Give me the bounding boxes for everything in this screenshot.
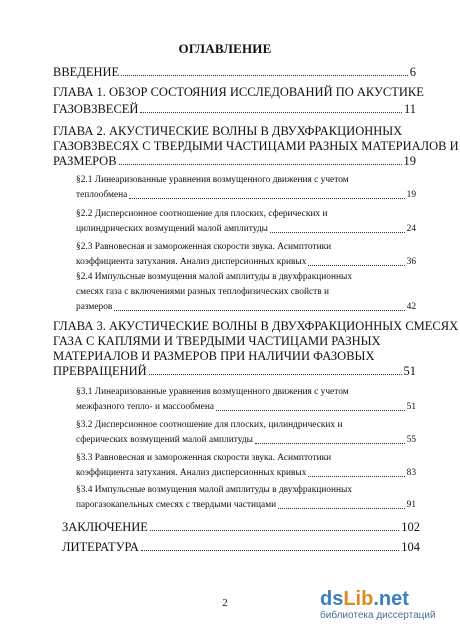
toc-entry-text: ЛИТЕРАТУРА: [62, 540, 139, 554]
toc-entry-text: коэффициента затухания. Анализ дисперсионных кривых: [76, 257, 307, 267]
toc-entry-text: смесях газа с включениями разных теплофизических свойств и: [76, 287, 330, 297]
toc-entry-text: ПРЕВРАЩЕНИЙ: [53, 364, 147, 378]
toc-page-number: 6: [409, 65, 416, 79]
toc-entry-text: §2.3 Равновесная и замороженная скорости звука. Асимптотики: [76, 242, 332, 252]
toc-entry-text: коэффициента затухания. Анализ дисперсионных кривых: [76, 468, 307, 478]
toc-entry-text: §2.1 Линеаризованные уравнения возмущенного движения с учетом: [76, 175, 349, 185]
toc-entry-text: §3.3 Равновесная и замороженная скорости звука. Асимптотики: [76, 453, 332, 463]
watermark-subtitle: библиотека диссертаций: [320, 610, 436, 621]
toc-entry-text: цилиндрических возмущений малой амплитуды: [76, 224, 268, 234]
toc-page-number: 42: [406, 302, 416, 312]
toc-entry-text: ГЛАВА 2. АКУСТИЧЕСКИЕ ВОЛНЫ В ДВУХФРАКЦИОННЫХ: [53, 124, 403, 138]
toc-page-number: 19: [403, 154, 416, 168]
toc-entry-text: теплообмена: [76, 190, 128, 200]
toc-entry-chapter-3[interactable]: [53, 319, 459, 379]
toc-entry-section-2-3[interactable]: [76, 240, 416, 270]
toc-entry-section-3-4[interactable]: [76, 483, 416, 513]
toc-entry-section-2-1[interactable]: [76, 173, 416, 203]
dot-leader: [308, 476, 404, 477]
dot-leader: [114, 310, 404, 311]
toc-page-number: 51: [403, 364, 416, 378]
toc-entry-text: парогазокапельных смесях с твердыми частицами: [76, 500, 277, 510]
toc-entry-section-3-2[interactable]: [76, 418, 416, 448]
toc-entry-section-3-1[interactable]: [76, 385, 416, 415]
dot-leader: [270, 232, 405, 233]
toc-entry-text: межфазного тепло- и массообмена: [76, 402, 215, 412]
toc-entry-text: ГАЗА С КАПЛЯМИ И ТВЕРДЫМИ ЧАСТИЦАМИ РАЗНЫХ: [53, 334, 381, 348]
dot-leader: [141, 550, 399, 551]
toc-entry-section-3-3[interactable]: [76, 451, 416, 481]
page-number: 2: [222, 597, 228, 609]
toc-page-number: 19: [406, 190, 416, 200]
toc-entry-text: §2.4 Импульсные возмущения малой амплитуды в двухфракционных: [76, 272, 353, 282]
toc-entry-section-2-2[interactable]: [76, 207, 416, 237]
dot-leader: [121, 75, 408, 76]
toc-page-number: 91: [406, 500, 416, 510]
toc-entry-conclusion[interactable]: [62, 520, 420, 535]
dot-leader: [278, 508, 404, 509]
dot-leader: [119, 164, 402, 165]
toc-entry-text: сферических возмущений малой амплитуды: [76, 435, 253, 445]
toc-entry-introduction[interactable]: [53, 65, 416, 80]
toc-entry-chapter-2[interactable]: [53, 124, 459, 169]
toc-entry-text: §3.4 Импульсные возмущения малой амплитуды в двухфракционных: [76, 485, 353, 495]
toc-title: ОГЛАВЛЕНИЕ: [178, 41, 272, 56]
watermark-brand-lib: Lib: [343, 588, 374, 610]
toc-entry-references[interactable]: [62, 540, 420, 555]
dot-leader: [150, 530, 399, 531]
dot-leader: [255, 443, 405, 444]
toc-page-number: 24: [406, 224, 416, 234]
toc-page-number: 11: [403, 102, 416, 116]
dot-leader: [216, 410, 405, 411]
toc-entry-text: ЗАКЛЮЧЕНИЕ: [62, 520, 148, 534]
dot-leader: [149, 374, 402, 375]
toc-entry-text: ГАЗОВЗВЕСЕЙ: [53, 102, 139, 116]
toc-entry-text: МАТЕРИАЛОВ И РАЗМЕРОВ ПРИ НАЛИЧИИ ФАЗОВЫХ: [53, 349, 375, 363]
toc-entry-text: §3.2 Дисперсионное соотношение для плоских, цилиндрических и: [76, 420, 343, 430]
dot-leader: [140, 112, 402, 113]
watermark-brand: [320, 588, 440, 610]
toc-entry-text: ГЛАВА 1. ОБЗОР СОСТОЯНИЯ ИССЛЕДОВАНИЙ ПО АКУСТИКЕ: [53, 85, 424, 99]
watermark-brand-ds: ds: [320, 588, 344, 610]
toc-page-number: 55: [406, 435, 416, 445]
toc-entry-text: размеров: [76, 302, 113, 312]
watermark-brand-net: .net: [373, 588, 409, 610]
toc-entry-text: РАЗМЕРОВ: [53, 154, 117, 168]
toc-page-number: 51: [406, 402, 416, 412]
watermark-logo: [320, 588, 440, 630]
toc-entry-text: ГЛАВА 3. АКУСТИЧЕСКИЕ ВОЛНЫ В ДВУХФРАКЦИОННЫХ СМЕСЯХ: [53, 319, 459, 333]
toc-entry-text: ГАЗОВЗВЕСЯХ С ТВЕРДЫМИ ЧАСТИЦАМИ РАЗНЫХ МАТЕРИАЛОВ И: [53, 139, 459, 153]
toc-entry-text: §3.1 Линеаризованные уравнения возмущенного движения с учетом: [76, 387, 349, 397]
toc-entry-chapter-1[interactable]: [53, 85, 424, 117]
toc-entry-text: ВВЕДЕНИЕ: [53, 65, 120, 79]
dot-leader: [308, 265, 404, 266]
toc-entry-text: §2.2 Дисперсионное соотношение для плоских, сферических и: [76, 209, 328, 219]
toc-entry-section-2-4[interactable]: [76, 270, 416, 315]
dot-leader: [129, 198, 404, 199]
toc-page-number: 36: [406, 257, 416, 267]
toc-page-number: 83: [406, 468, 416, 478]
toc-page-number: 102: [401, 520, 420, 534]
toc-page-number: 104: [401, 540, 420, 554]
